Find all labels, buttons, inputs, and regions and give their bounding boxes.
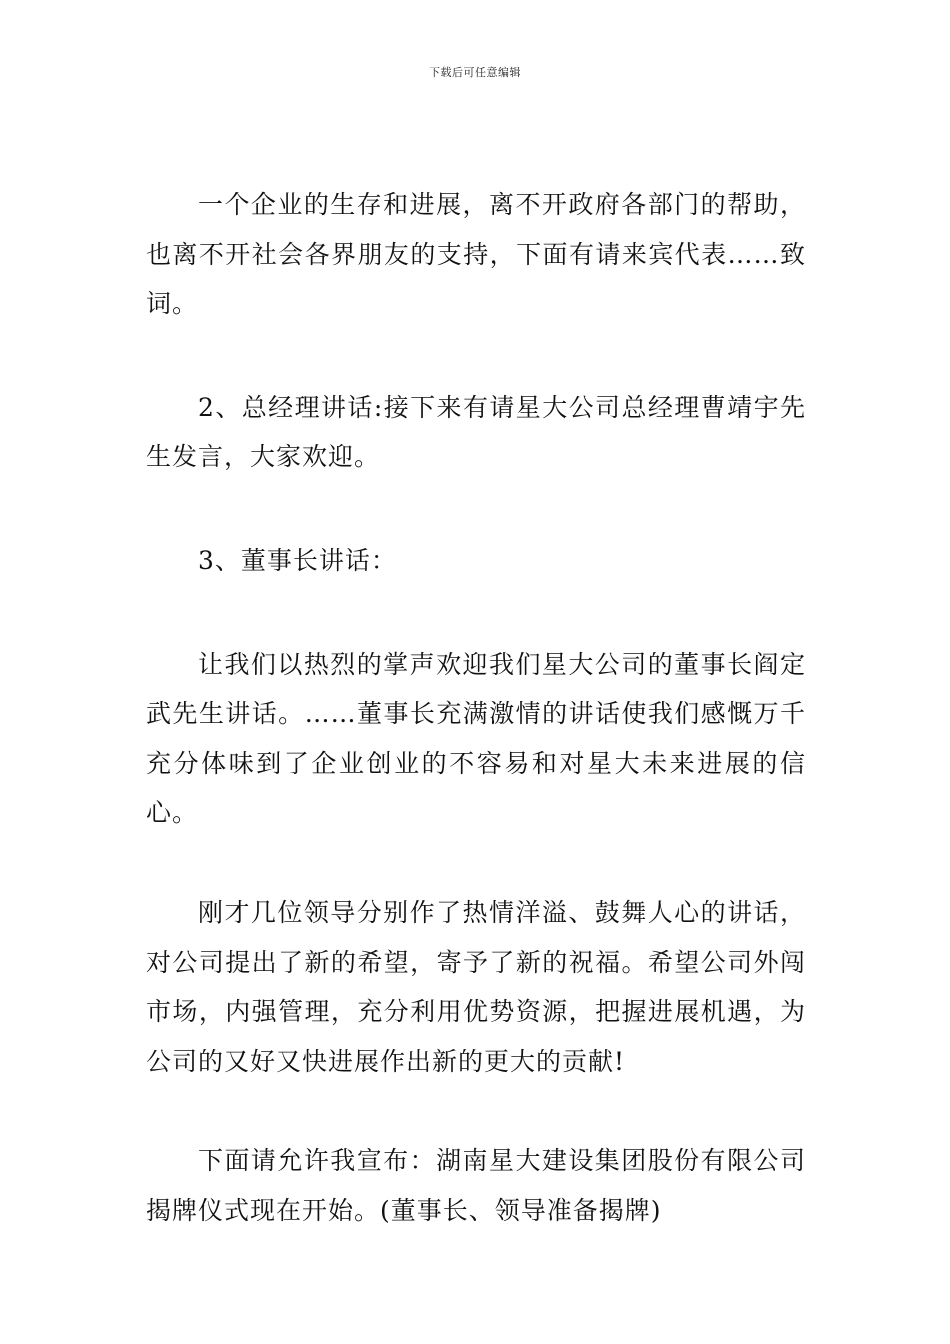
page-header-note: 下载后可任意编辑 — [429, 66, 521, 79]
paragraph-leaders-summary: 刚才几位领导分别作了热情洋溢、鼓舞人心的讲话，对公司提出了新的希望，寄予了新的祝福。希望公司外闯市场，内强管理，充分利用优势资源，把握进展机遇，为公司的又好又快进展作出新的更大的贡献! — [146, 897, 806, 1076]
paragraph-guest-speech: 一个企业的生存和进展，离不开政府各部门的帮助，也离不开社会各界朋友的支持，下面有请来宾代表……致词。 — [146, 190, 806, 319]
paragraph-general-manager-speech: 2、总经理讲话:接下来有请星大公司总经理曹靖宇先生发言，大家欢迎。 — [146, 392, 806, 472]
paragraph-unveiling-announcement: 下面请允许我宣布：湖南星大建设集团股份有限公司揭牌仪式现在开始。(董事长、领导准备揭牌) — [146, 1146, 806, 1225]
paragraph-chairman-speech: 让我们以热烈的掌声欢迎我们星大公司的董事长阎定武先生讲话。……董事长充满激情的讲话使我们感慨万千充分体味到了企业创业的不容易和对星大未来进展的信心。 — [146, 649, 806, 828]
paragraph-chairman-heading: 3、董事长讲话： — [198, 545, 397, 575]
document-body — [146, 180, 806, 1236]
